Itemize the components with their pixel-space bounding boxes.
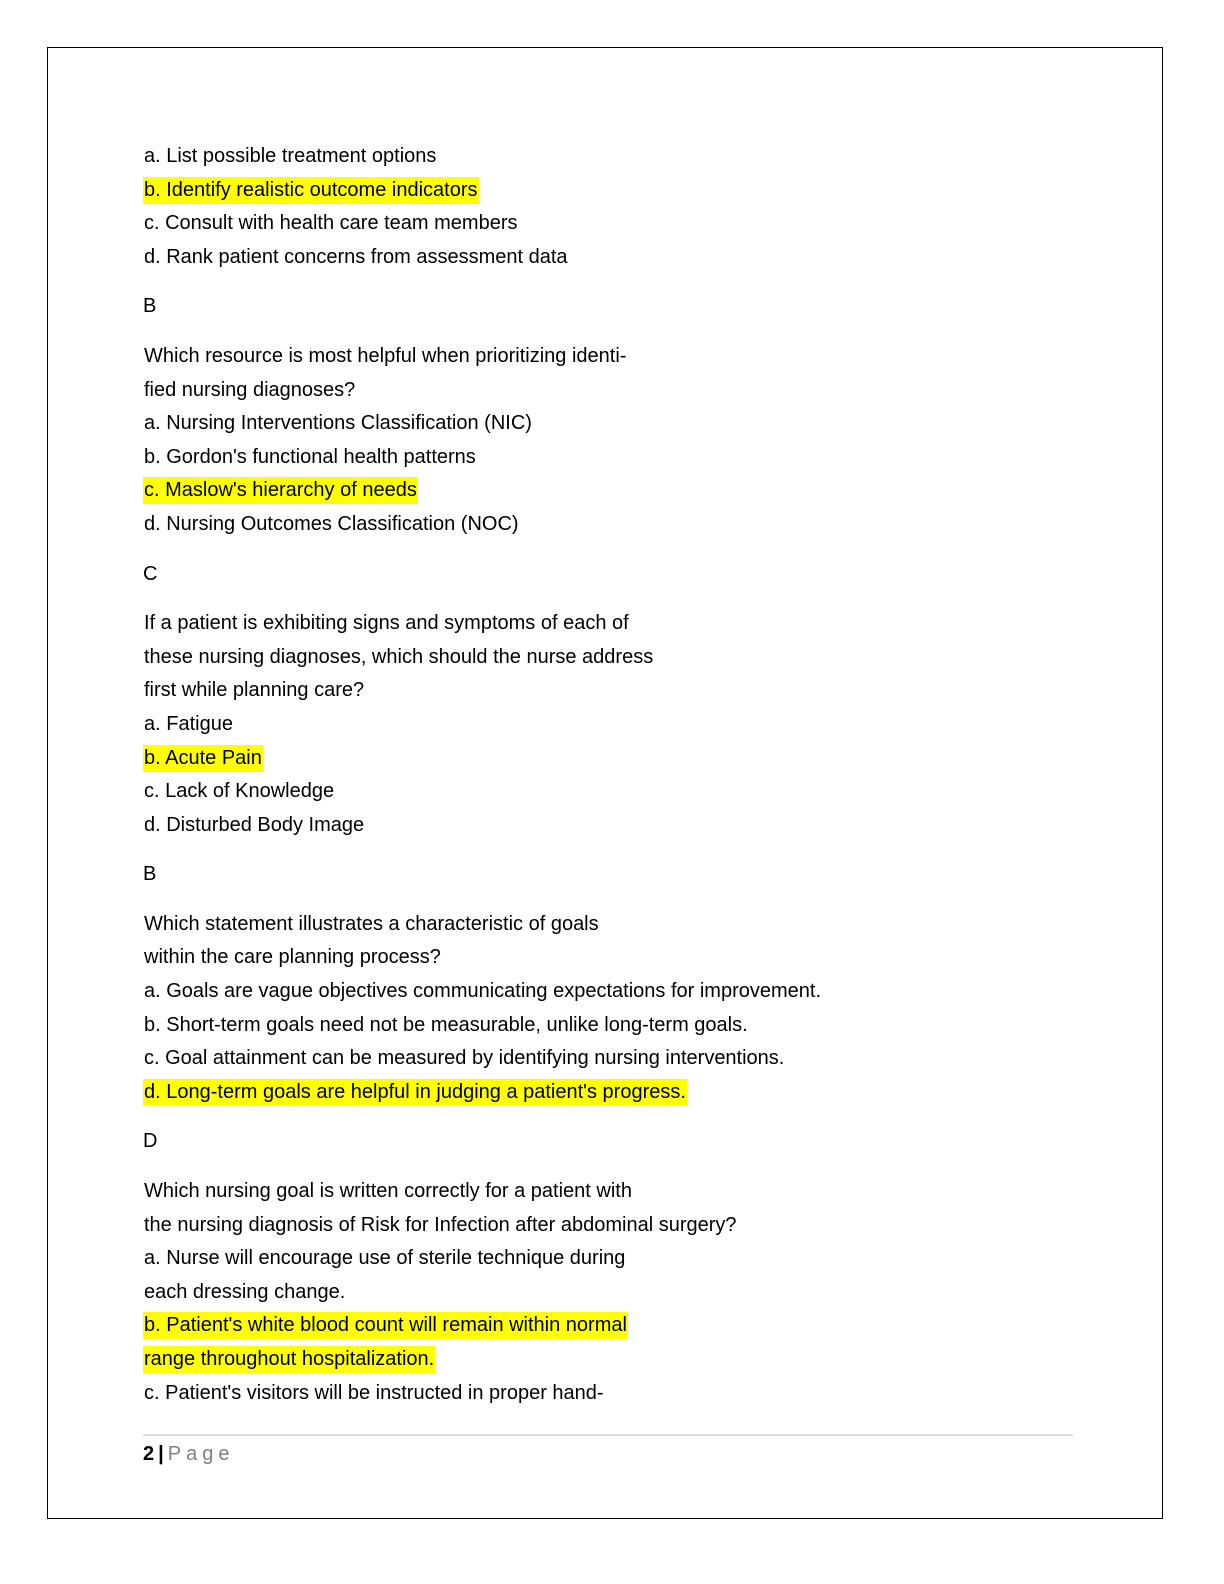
line-text: b. Short-term goals need not be measurable, unlike long-term goals. <box>144 1013 748 1036</box>
text-line <box>143 1009 1083 1043</box>
highlighted-answer-line <box>143 1076 1083 1110</box>
text-line <box>143 508 1083 542</box>
question-block <box>143 1175 1083 1410</box>
document-body <box>143 140 1083 1410</box>
text-line <box>143 941 1083 975</box>
answer-key: D <box>143 1130 158 1153</box>
line-text: d. Long-term goals are helpful in judging a patient's progress. <box>143 1079 687 1106</box>
line-text: d. Nursing Outcomes Classification (NOC) <box>144 512 519 535</box>
text-line <box>143 1175 1083 1209</box>
line-text: d. Disturbed Body Image <box>144 813 365 836</box>
line-text: a. Nurse will encourage use of sterile technique during <box>144 1247 626 1270</box>
question-block <box>143 140 1083 324</box>
highlighted-answer-line <box>143 1309 1083 1343</box>
text-line <box>143 1042 1083 1076</box>
line-text: b. Gordon's functional health patterns <box>144 445 476 468</box>
text-line <box>143 441 1083 475</box>
line-text: c. Maslow's hierarchy of needs <box>143 477 418 504</box>
text-line <box>143 607 1083 641</box>
highlighted-answer-line <box>143 742 1083 776</box>
text-line <box>143 975 1083 1009</box>
text-line <box>143 374 1083 408</box>
text-line <box>143 207 1083 241</box>
highlighted-answer-line <box>143 1343 1083 1377</box>
line-text: each dressing change. <box>144 1280 346 1303</box>
text-line <box>143 708 1083 742</box>
line-text: c. Lack of Knowledge <box>144 780 335 803</box>
line-text: b. Patient's white blood count will remain within normal <box>143 1312 628 1339</box>
text-line <box>143 241 1083 275</box>
question-block <box>143 340 1083 591</box>
line-text: c. Consult with health care team members <box>144 212 518 235</box>
text-line <box>143 908 1083 942</box>
answer-key: B <box>143 863 157 886</box>
text-line <box>143 1209 1083 1243</box>
line-text: d. Rank patient concerns from assessment data <box>144 245 568 268</box>
line-text: c. Goal attainment can be measured by identifying nursing interventions. <box>144 1047 785 1070</box>
question-block <box>143 908 1083 1159</box>
text-line <box>143 641 1083 675</box>
line-text: a. Fatigue <box>144 712 233 735</box>
line-text: If a patient is exhibiting signs and symptoms of each of <box>144 612 629 635</box>
line-text: Which nursing goal is written correctly for a patient with <box>144 1180 632 1203</box>
highlighted-answer-line <box>143 474 1083 508</box>
line-text: c. Patient's visitors will be instructed in proper hand- <box>144 1381 604 1404</box>
footer-separator: | <box>158 1443 164 1465</box>
text-line <box>143 140 1083 174</box>
line-text: first while planning care? <box>144 679 365 702</box>
line-text: these nursing diagnoses, which should the nurse address <box>144 645 654 668</box>
text-line <box>143 809 1083 843</box>
line-text: range throughout hospitalization. <box>143 1346 435 1373</box>
text-line <box>143 775 1083 809</box>
page-footer <box>143 1440 234 1468</box>
highlighted-answer-line <box>143 174 1083 208</box>
question-block <box>143 607 1083 892</box>
text-line <box>143 1377 1083 1411</box>
answer-key: C <box>143 562 158 585</box>
page-number: 2 <box>143 1443 155 1465</box>
text-line <box>143 1276 1083 1310</box>
text-line <box>143 407 1083 441</box>
text-line <box>143 340 1083 374</box>
line-text: a. Goals are vague objectives communicating expectations for improvement. <box>144 980 822 1003</box>
line-text: the nursing diagnosis of Risk for Infection after abdominal surgery? <box>144 1213 737 1236</box>
line-text: Which statement illustrates a characteristic of goals <box>144 912 599 935</box>
line-text: a. List possible treatment options <box>144 145 437 167</box>
answer-key: B <box>143 295 157 318</box>
line-text: a. Nursing Interventions Classification (NIC) <box>144 412 532 435</box>
line-text: fied nursing diagnoses? <box>144 378 356 401</box>
page-label: Page <box>167 1443 235 1465</box>
line-text: b. Identify realistic outcome indicators <box>143 177 479 204</box>
text-line <box>143 1242 1083 1276</box>
line-text: within the care planning process? <box>144 946 441 969</box>
text-line <box>143 674 1083 708</box>
footer-divider <box>143 1434 1073 1436</box>
line-text: b. Acute Pain <box>143 745 263 772</box>
line-text: Which resource is most helpful when prioritizing identi- <box>144 344 627 367</box>
